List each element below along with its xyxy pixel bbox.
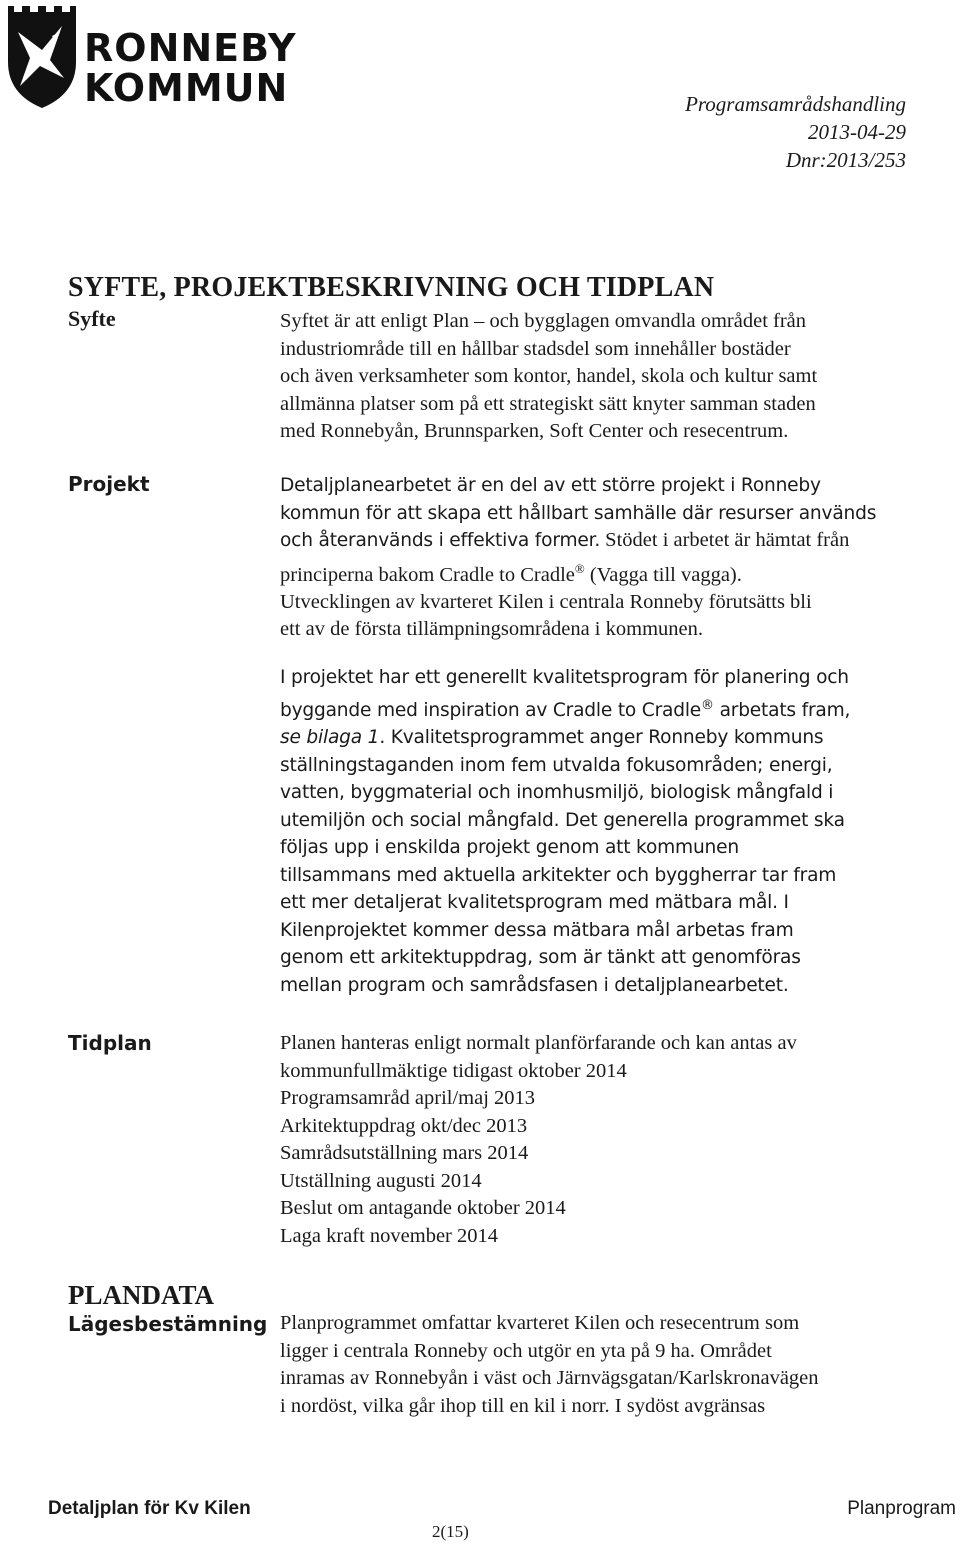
tidplan-line: Samrådsutställning mars 2014 [280, 1142, 529, 1164]
projekt-line: följas upp i enskilda projekt genom att kommunen [280, 837, 739, 859]
projekt-line: genom ett arkitektuppdrag, som är tänkt att genomföras [280, 947, 801, 969]
projekt-line: utemiljön och social mångfald. Det generella programmet ska [280, 809, 845, 831]
tidplan-line: Planen hanteras enligt normalt planförfarande och kan antas av [280, 1032, 797, 1054]
syfte-line: allmänna platser som på ett strategiskt sätt knyter samman staden [280, 392, 816, 415]
tidplan-line: Beslut om antagande oktober 2014 [280, 1197, 566, 1219]
bilaga-reference: se bilaga 1 [280, 727, 380, 749]
lagesbestamning-label: Lägesbestämning [68, 1312, 268, 1336]
plandata-heading: PLANDATA [68, 1280, 214, 1310]
registered-mark: ® [701, 697, 714, 713]
syfte-line: Syftet är att enligt Plan – och bygglagen omvandla området från [280, 310, 807, 332]
lagesbestamning-text [280, 1310, 920, 1420]
logo-line-ronneby: RONNEBY [84, 26, 297, 70]
tidplan-line: Laga kraft november 2014 [280, 1224, 499, 1247]
projekt-line: vatten, byggmaterial och inomhusmiljö, biologisk mångfald i [280, 782, 834, 804]
plandata-line: ligger i centrala Ronneby och utgör en yta på 9 ha. Området [280, 1339, 772, 1362]
projekt-line: ställningstaganden inom fem utvalda fokusområden; energi, [280, 754, 833, 776]
syfte-line: med Ronnebyån, Brunnsparken, Soft Center och resecentrum. [280, 420, 789, 442]
registered-mark: ® [574, 560, 585, 576]
projekt-text: (Vagga till vagga). [584, 563, 742, 586]
logo-line-kommun: KOMMUN [84, 66, 289, 110]
syfte-text [280, 308, 920, 446]
projekt-line: Detaljplanearbetet är en del av ett större projekt i Ronneby [280, 475, 821, 496]
projekt-label: Projekt [68, 472, 150, 496]
projekt-text: byggande med inspiration av Cradle to Cradle [280, 699, 702, 721]
projekt-text: principerna bakom Cradle to Cradle [280, 563, 575, 586]
section-title: SYFTE, PROJEKTBESKRIVNING OCH TIDPLAN [68, 272, 715, 303]
ronneby-kommun-logo [4, 2, 297, 112]
projekt-line: Utvecklingen av kvarteret Kilen i centrala Ronneby förutsätts bli [280, 590, 812, 613]
projekt-line [280, 555, 920, 589]
projekt-text: . Kvalitetsprogrammet anger Ronneby kommuns [379, 727, 824, 749]
projekt-line: ett av de första tillämpningsområdena i kommunen. [280, 618, 703, 641]
projekt-line: Kilenprojektet kommer dessa mätbara mål arbetas fram [280, 919, 794, 941]
projekt-text: arbetats fram, [713, 699, 851, 721]
plandata-line: i nordöst, vilka går ihop till en kil i norr. I sydöst avgränsas [280, 1394, 766, 1417]
projekt-line: tillsammans med aktuella arkitekter och byggherrar tar fram [280, 864, 837, 886]
projekt-line [280, 692, 920, 725]
projekt-line [280, 527, 920, 555]
tidplan-line: Utställning augusti 2014 [280, 1169, 482, 1192]
plandata-line: Planprogrammet omfattar kvarteret Kilen och resecentrum som [280, 1312, 800, 1334]
projekt-line: kommun för att skapa ett hållbart samhälle där resurser används [280, 502, 877, 524]
syfte-line: industriområde till en hållbar stadsdel som innehåller bostäder [280, 337, 791, 360]
footer-document-name: Detaljplan för Kv Kilen [48, 1498, 251, 1519]
municipal-shield-icon [4, 2, 78, 110]
projekt-paragraph-1 [280, 472, 920, 644]
header-doc-type: Programsamrådshandling [685, 92, 906, 116]
tidplan-line: kommunfullmäktige tidigast oktober 2014 [280, 1059, 627, 1082]
projekt-line: ett mer detaljerat kvalitetsprogram med mätbara mål. I [280, 892, 789, 914]
syfte-label: Syfte [68, 306, 116, 331]
projekt-text: och återanvänds i effektiva former. [280, 530, 601, 551]
header-date: 2013-04-29 [808, 120, 906, 144]
projekt-text: Stödet i arbetet är hämtat från [600, 529, 850, 551]
projekt-paragraph-2 [280, 664, 920, 999]
footer-document-type: Planprogram [847, 1498, 956, 1519]
header-dnr: Dnr:2013/253 [785, 148, 906, 172]
tidplan-label: Tidplan [68, 1031, 152, 1055]
projekt-line: I projektet har ett generellt kvalitetsprogram för planering och [280, 667, 849, 688]
plandata-line: inramas av Ronnebyån i väst och Järnvägsgatan/Karlskronavägen [280, 1367, 819, 1389]
document-header [685, 90, 906, 174]
tidplan-line: Programsamråd april/maj 2013 [280, 1087, 536, 1109]
page-number: 2(15) [432, 1522, 469, 1541]
tidplan-text [280, 1030, 920, 1250]
tidplan-line: Arkitektuppdrag okt/dec 2013 [280, 1114, 528, 1137]
syfte-line: och även verksamheter som kontor, handel, skola och kultur samt [280, 365, 818, 387]
projekt-line [280, 724, 920, 752]
projekt-line: mellan program och samrådsfasen i detaljplanearbetet. [280, 974, 789, 996]
